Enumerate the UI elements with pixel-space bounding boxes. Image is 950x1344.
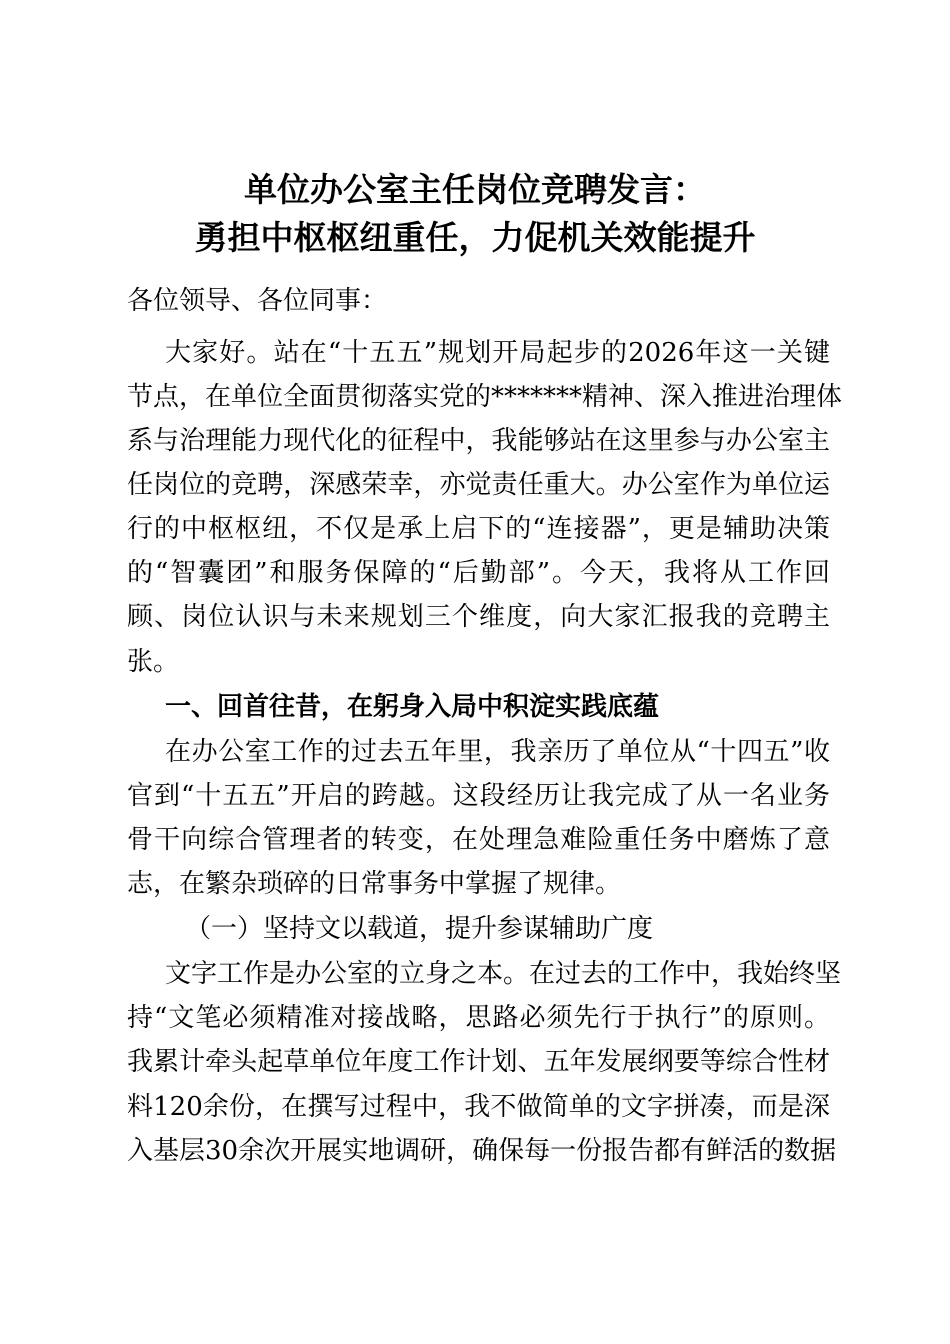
text-line: 持“文笔必须精准对接战略，思路必须先行于执行”的原则。 bbox=[127, 1003, 830, 1033]
title-line-2: 勇担中枢枢纽重任，力促机关效能提升 bbox=[194, 218, 756, 257]
text-line: 官到“十五五”开启的跨越。这段经历让我完成了从一名业务 bbox=[127, 781, 830, 811]
text-line: 节点，在单位全面贯彻落实党的*******精神、深入推进治理体 bbox=[127, 382, 843, 412]
text-line: 我累计牵头起草单位年度工作计划、五年发展纲要等综合性材 bbox=[127, 1047, 830, 1077]
title-line-1: 单位办公室主任岗位竞聘发言： bbox=[244, 170, 706, 209]
text-line: 大家好。站在“十五五”规划开局起步的2026年这一关键 bbox=[165, 338, 830, 368]
text-line: 骨干向综合管理者的转变，在处理急难险重任务中磨炼了意 bbox=[127, 825, 830, 855]
section-heading: 一、回首往昔，在躬身入局中积淀实践底蕴 bbox=[165, 692, 660, 722]
text-line: 志，在繁杂琐碎的日常事务中掌握了规律。 bbox=[127, 869, 622, 899]
text-line: 顾、岗位认识与未来规划三个维度，向大家汇报我的竞聘主 bbox=[127, 602, 830, 632]
text-line: 的“智囊团”和服务保障的“后勤部”。今天，我将从工作回 bbox=[127, 558, 830, 588]
text-line: 料120余份，在撰写过程中，我不做简单的文字拼凑，而是深 bbox=[127, 1092, 830, 1122]
text-line: 文字工作是办公室的立身之本。在过去的工作中，我始终坚 bbox=[165, 959, 842, 989]
text-line: 系与治理能力现代化的征程中，我能够站在这里参与办公室主 bbox=[127, 426, 830, 456]
text-line: 在办公室工作的过去五年里，我亲历了单位从“十四五”收 bbox=[165, 737, 830, 767]
salutation: 各位领导、各位同事： bbox=[127, 286, 388, 316]
text-line: 行的中枢枢纽，不仅是承上启下的“连接器”，更是辅助决策 bbox=[127, 514, 830, 544]
subsection-heading: （一）坚持文以载道，提升参谋辅助广度 bbox=[185, 914, 654, 944]
text-line: 张。 bbox=[127, 647, 180, 677]
text-line: 入基层30余次开展实地调研，确保每一份报告都有鲜活的数据 bbox=[127, 1136, 837, 1166]
text-line: 任岗位的竞聘，深感荣幸，亦觉责任重大。办公室作为单位运 bbox=[127, 470, 830, 500]
